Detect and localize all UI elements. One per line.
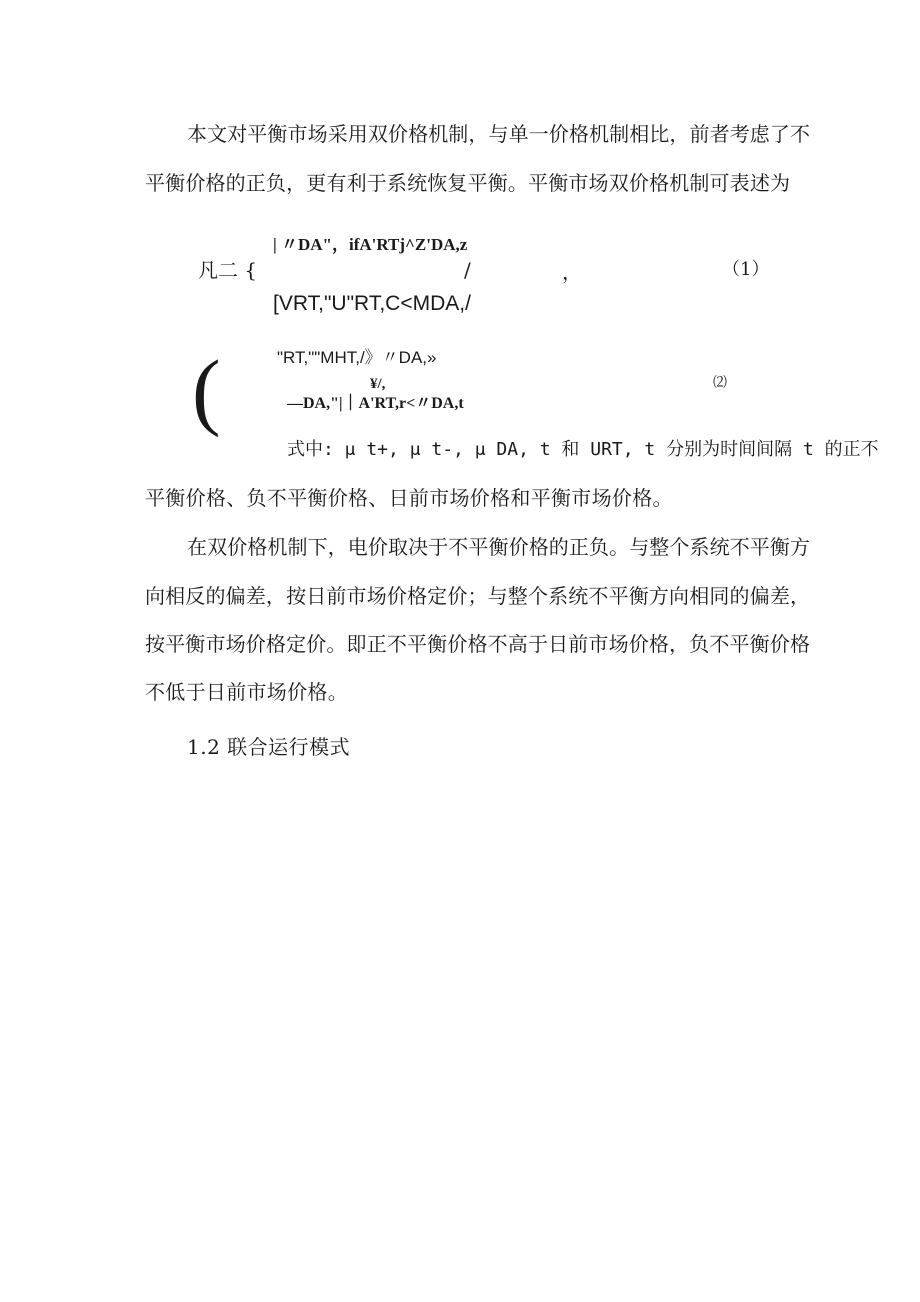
paragraph3-line3: 按平衡市场价格定价。即正不平衡价格不高于日前市场价格，负不平衡价格 — [145, 632, 810, 656]
equation1-bottom: [VRT,"U"RT,C<MDA,/ — [273, 292, 471, 315]
paragraph3-line4: 不低于日前市场价格。 — [145, 680, 348, 704]
equation1-comma: ， — [562, 260, 582, 284]
paragraph2-line2: 平衡价格、负不平衡价格、日前市场价格和平衡市场价格。 — [145, 486, 673, 510]
equation1-left: 凡二 { — [198, 258, 258, 282]
equation1-number: （1） — [722, 259, 770, 280]
equation2-middle: ¥/, — [370, 376, 386, 392]
paragraph3-line2: 向相反的偏差，按日前市场价格定价；与整个系统不平衡方向相同的偏差， — [145, 584, 810, 608]
paragraph1-line1: 本文对平衡市场采用双价格机制，与单一价格机制相比，前者考虑了不 — [187, 122, 810, 146]
equation2-number: ⑵ — [713, 375, 727, 391]
equation2-bottom: —DA,"|｜A'RT,r<〃DA,t — [287, 395, 464, 412]
equation1-top: | 〃DA"，ifA'RTj^Z'DA,z — [273, 235, 468, 254]
paragraph1-line2: 平衡价格的正负，更有利于系统恢复平衡。平衡市场双价格机制可表述为 — [145, 171, 790, 195]
equation1-slash: / — [464, 258, 471, 282]
section-heading: 1.2 联合运行模式 — [187, 735, 351, 759]
equation2-top: "RT,""MHT,/》〃DA,» — [277, 348, 437, 367]
equation2-paren: ( — [192, 342, 221, 438]
paragraph2-line1: 式中: μ t+, μ t-, μ DA, t 和 URT, t 分别为时间间隔 t 的正不 — [287, 439, 879, 460]
paragraph3-line1: 在双价格机制下，电价取决于不平衡价格的正负。与整个系统不平衡方 — [187, 535, 810, 559]
